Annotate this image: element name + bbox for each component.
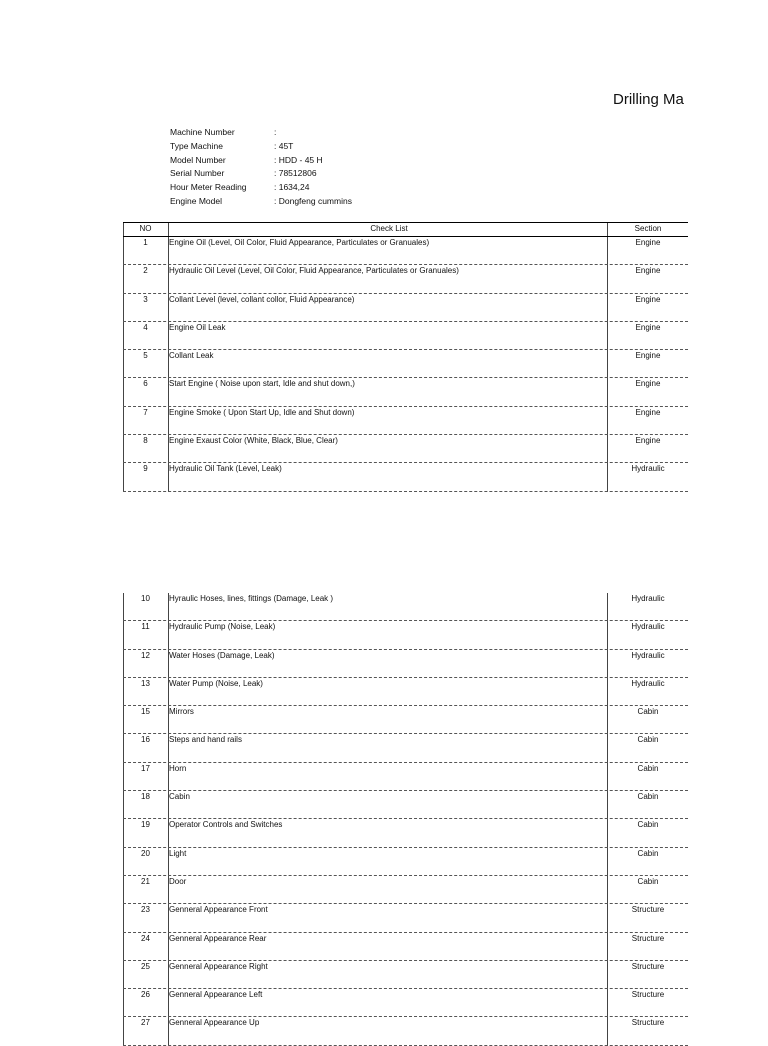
row-number: 1: [143, 238, 148, 247]
row-section: Hydraulic: [631, 650, 665, 660]
row-check-item: Operator Controls and Switches: [169, 820, 283, 830]
row-section: Engine: [635, 266, 661, 276]
table-row: [123, 463, 688, 491]
row-number: 20: [141, 848, 150, 858]
table-body: [123, 593, 688, 1046]
row-number: 11: [141, 622, 150, 632]
table-row: [123, 294, 688, 322]
row-section: Structure: [631, 933, 665, 943]
row-section: Engine: [635, 436, 661, 446]
row-number: 13: [141, 678, 150, 688]
row-number: 10: [141, 594, 150, 603]
table-header: [123, 222, 688, 237]
row-number: 25: [141, 961, 150, 971]
row-check-item: Genneral Appearance Rear: [169, 933, 267, 943]
table-row: [123, 734, 688, 762]
table-row: [123, 876, 688, 904]
info-value: : 1634,24: [274, 182, 310, 193]
row-check-item: Hydraulic Pump (Noise, Leak): [169, 622, 276, 632]
row-number: 16: [141, 735, 150, 745]
row-check-item: Steps and hand rails: [169, 735, 242, 745]
table-row: [123, 621, 688, 649]
table-row: [123, 819, 688, 847]
table-row: [123, 706, 688, 734]
header-section: Section: [634, 224, 662, 233]
info-value: : HDD - 45 H: [274, 154, 323, 165]
row-section: Cabin: [637, 876, 659, 886]
row-number: 17: [141, 763, 150, 773]
table-row: [123, 593, 688, 621]
row-check-item: Collant Level (level, collant collor, Fluid Appearance): [169, 294, 355, 304]
row-section: Structure: [631, 905, 665, 915]
row-section: Engine: [635, 407, 661, 417]
row-check-item: Mirrors: [169, 707, 194, 717]
table-row: [123, 933, 688, 961]
info-label: Machine Number: [170, 127, 235, 137]
checklist-table-page-1: [123, 222, 688, 492]
row-number: 19: [141, 820, 150, 830]
table-row: [123, 763, 688, 791]
row-section: Structure: [631, 961, 665, 971]
row-check-item: Genneral Appearance Up: [169, 1018, 260, 1028]
header-no: NO: [139, 224, 152, 233]
row-section: Cabin: [637, 707, 659, 717]
row-check-item: Water Hoses (Damage, Leak): [169, 650, 275, 660]
info-label: Model Number: [170, 154, 226, 165]
row-section: Engine: [635, 351, 661, 361]
table-row: [123, 678, 688, 706]
table-row: [123, 435, 688, 463]
info-value: : 45T: [274, 140, 294, 151]
row-section: Cabin: [637, 820, 659, 830]
table-row: [123, 989, 688, 1017]
row-number: 3: [143, 294, 148, 304]
row-section: Engine: [635, 294, 661, 304]
row-check-item: Genneral Appearance Front: [169, 905, 268, 915]
row-section: Engine: [635, 238, 661, 247]
table-row: [123, 904, 688, 932]
row-number: 5: [143, 351, 148, 361]
row-section: Cabin: [637, 763, 659, 773]
row-number: 6: [143, 379, 148, 389]
checklist-table-page-2: [123, 593, 688, 1046]
header-check-list: Check List: [370, 224, 408, 233]
row-section: Cabin: [637, 848, 659, 858]
row-number: 7: [143, 407, 148, 417]
row-number: 23: [141, 905, 150, 915]
row-number: 26: [141, 990, 150, 1000]
row-section: Hydraulic: [631, 678, 665, 688]
row-check-item: Engine Exaust Color (White, Black, Blue, Clear): [169, 436, 338, 446]
row-number: 4: [143, 322, 148, 332]
row-check-item: Horn: [169, 763, 187, 773]
info-label: Type Machine: [170, 140, 223, 151]
row-check-item: Hyraulic Hoses, lines, fittings (Damage, Leak ): [169, 594, 334, 603]
row-section: Cabin: [637, 792, 659, 802]
table-row: [123, 322, 688, 350]
table-row: [123, 848, 688, 876]
info-label: Hour Meter Reading: [170, 182, 247, 193]
row-section: Structure: [631, 1018, 665, 1028]
document-title: Drilling Ma: [613, 91, 684, 108]
table-row: [123, 237, 688, 265]
row-check-item: Light: [169, 848, 187, 858]
row-number: 18: [141, 792, 150, 802]
row-number: 15: [141, 707, 150, 717]
row-number: 2: [143, 266, 148, 276]
info-label: Serial Number: [170, 168, 225, 179]
table-row: [123, 350, 688, 378]
row-check-item: Door: [169, 876, 187, 886]
row-section: Hydraulic: [631, 464, 665, 474]
info-value: : 78512806: [274, 168, 317, 179]
row-section: Hydraulic: [631, 622, 665, 632]
row-number: 8: [143, 436, 148, 446]
row-section: Engine: [635, 379, 661, 389]
row-check-item: Cabin: [169, 792, 190, 802]
table-body: [123, 237, 688, 492]
table-row: [123, 265, 688, 293]
row-number: 21: [141, 876, 150, 886]
row-check-item: Genneral Appearance Right: [169, 961, 268, 971]
table-row: [123, 378, 688, 406]
table-row: [123, 650, 688, 678]
table-row: [123, 791, 688, 819]
row-number: 24: [141, 933, 150, 943]
row-check-item: Engine Smoke ( Upon Start Up, Idle and Shut down): [169, 407, 355, 417]
row-check-item: Water Pump (Noise, Leak): [169, 678, 263, 688]
table-row: [123, 407, 688, 435]
row-number: 12: [141, 650, 150, 660]
row-number: 27: [141, 1018, 150, 1028]
table-row: [123, 1017, 688, 1045]
info-value: : Dongfeng cummins: [274, 195, 352, 206]
table-row: [123, 961, 688, 989]
row-check-item: Hydraulic Oil Level (Level, Oil Color, Fluid Appearance, Particulates or Granuales): [169, 266, 459, 276]
info-label: Engine Model: [170, 195, 222, 206]
row-check-item: Engine Oil (Level, Oil Color, Fluid Appearance, Particulates or Granuales): [169, 238, 430, 247]
row-section: Structure: [631, 990, 665, 1000]
row-section: Engine: [635, 322, 661, 332]
row-check-item: Start Engine ( Noise upon start, Idle and shut down,): [169, 379, 355, 389]
row-section: Cabin: [637, 735, 659, 745]
row-section: Hydraulic: [631, 594, 665, 603]
row-check-item: Collant Leak: [169, 351, 214, 361]
info-value: :: [274, 127, 277, 137]
row-check-item: Genneral Appearance Left: [169, 990, 263, 1000]
row-check-item: Engine Oil Leak: [169, 322, 226, 332]
row-number: 9: [143, 464, 148, 474]
row-check-item: Hydraulic Oil Tank (Level, Leak): [169, 464, 282, 474]
